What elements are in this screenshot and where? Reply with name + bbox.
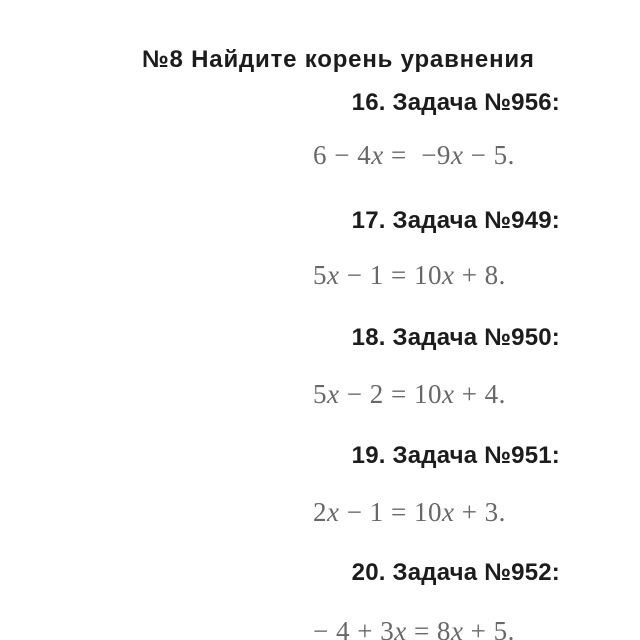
problem-label-17: 17. Задача №949: bbox=[351, 207, 560, 234]
problem-equation-20: − 4 + 3x = 8x + 5. bbox=[313, 616, 515, 640]
page-title: №8 Найдите корень уравнения bbox=[142, 46, 535, 73]
problem-label-16: 16. Задача №956: bbox=[351, 89, 560, 116]
problem-equation-17: 5x − 1 = 10x + 8. bbox=[313, 260, 506, 290]
problem-equation-16: 6 − 4x = −9x − 5. bbox=[313, 140, 515, 170]
problem-label-18: 18. Задача №950: bbox=[351, 324, 560, 351]
problem-label-20: 20. Задача №952: bbox=[351, 559, 560, 586]
problem-label-19: 19. Задача №951: bbox=[351, 442, 560, 469]
problem-equation-19: 2x − 1 = 10x + 3. bbox=[313, 497, 506, 527]
problem-equation-18: 5x − 2 = 10x + 4. bbox=[313, 379, 506, 409]
